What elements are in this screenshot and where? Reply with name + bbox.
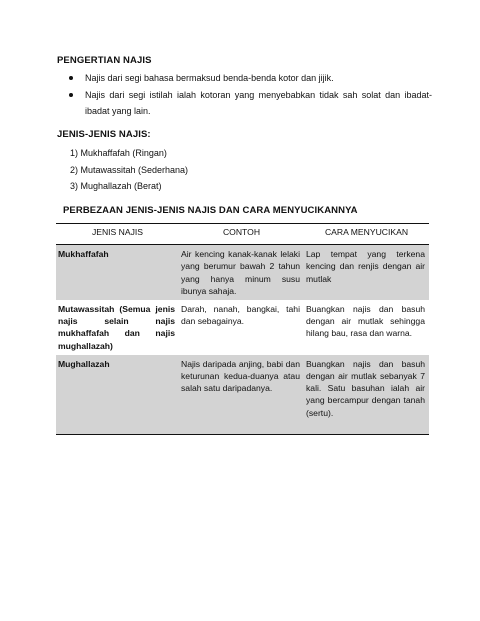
table-row (56, 355, 429, 435)
jenis-cell: Mutawassitah (Semua jenis najis selain najis mukhaffafah dan najis mughallazah) (58, 304, 175, 351)
pengertian-heading: PENGERTIAN NAJIS (57, 55, 152, 66)
cara-cell: Lap tempat yang terkena kencing dan renjis dengan air mutlak (304, 245, 429, 300)
table-row (56, 245, 429, 300)
jenis-item: 3) Mughallazah (Berat) (70, 181, 162, 191)
column-header: CONTOH (179, 224, 304, 245)
jenis-cell: Mughallazah (56, 355, 179, 435)
jenis-item: 1) Mukhaffafah (Ringan) (70, 148, 167, 158)
cara-cell: Buangkan najis dan basuh dengan air mutlak sebanyak 7 kali. Satu basuhan ialah air yang bercampur dengan tanah (sertu). (304, 355, 429, 435)
column-header: CARA MENYUCIKAN (304, 224, 429, 245)
jenis-list (70, 145, 188, 195)
table-row (56, 300, 429, 355)
contoh-cell: Darah, nanah, bangkai, tahi dan sebagainya. (181, 304, 300, 327)
pengertian-list (64, 70, 432, 120)
table-header-row (56, 224, 429, 245)
contoh-cell: Najis daripada anjing, babi dan keturunan kedua-duanya atau salah satu daripadanya. (179, 355, 304, 435)
contoh-cell: Air kencing kanak-kanak lelaki yang berumur bawah 2 tahun yang hanya minum susu ibunya sahaja. (179, 245, 304, 300)
perbezaan-heading: PERBEZAAN JENIS-JENIS NAJIS DAN CARA MENYUCIKANNYA (63, 205, 358, 216)
jenis-cell: Mukhaffafah (56, 245, 179, 300)
pengertian-point: Najis dari segi bahasa bermaksud benda-benda kotor dan jijik. (64, 70, 432, 87)
jenis-heading: JENIS-JENIS NAJIS: (57, 129, 151, 140)
column-header: JENIS NAJIS (56, 224, 179, 245)
cara-cell: Buangkan najis dan basuh dengan air mutlak sehingga hilang bau, rasa dan warna. (306, 304, 425, 339)
jenis-item: 2) Mutawassitah (Sederhana) (70, 164, 189, 175)
pengertian-point: Najis dari segi istilah ialah kotoran yang menyebabkan tidak sah solat dan ibadat-ibadat yang lain. (64, 87, 432, 120)
najis-table (56, 223, 429, 435)
